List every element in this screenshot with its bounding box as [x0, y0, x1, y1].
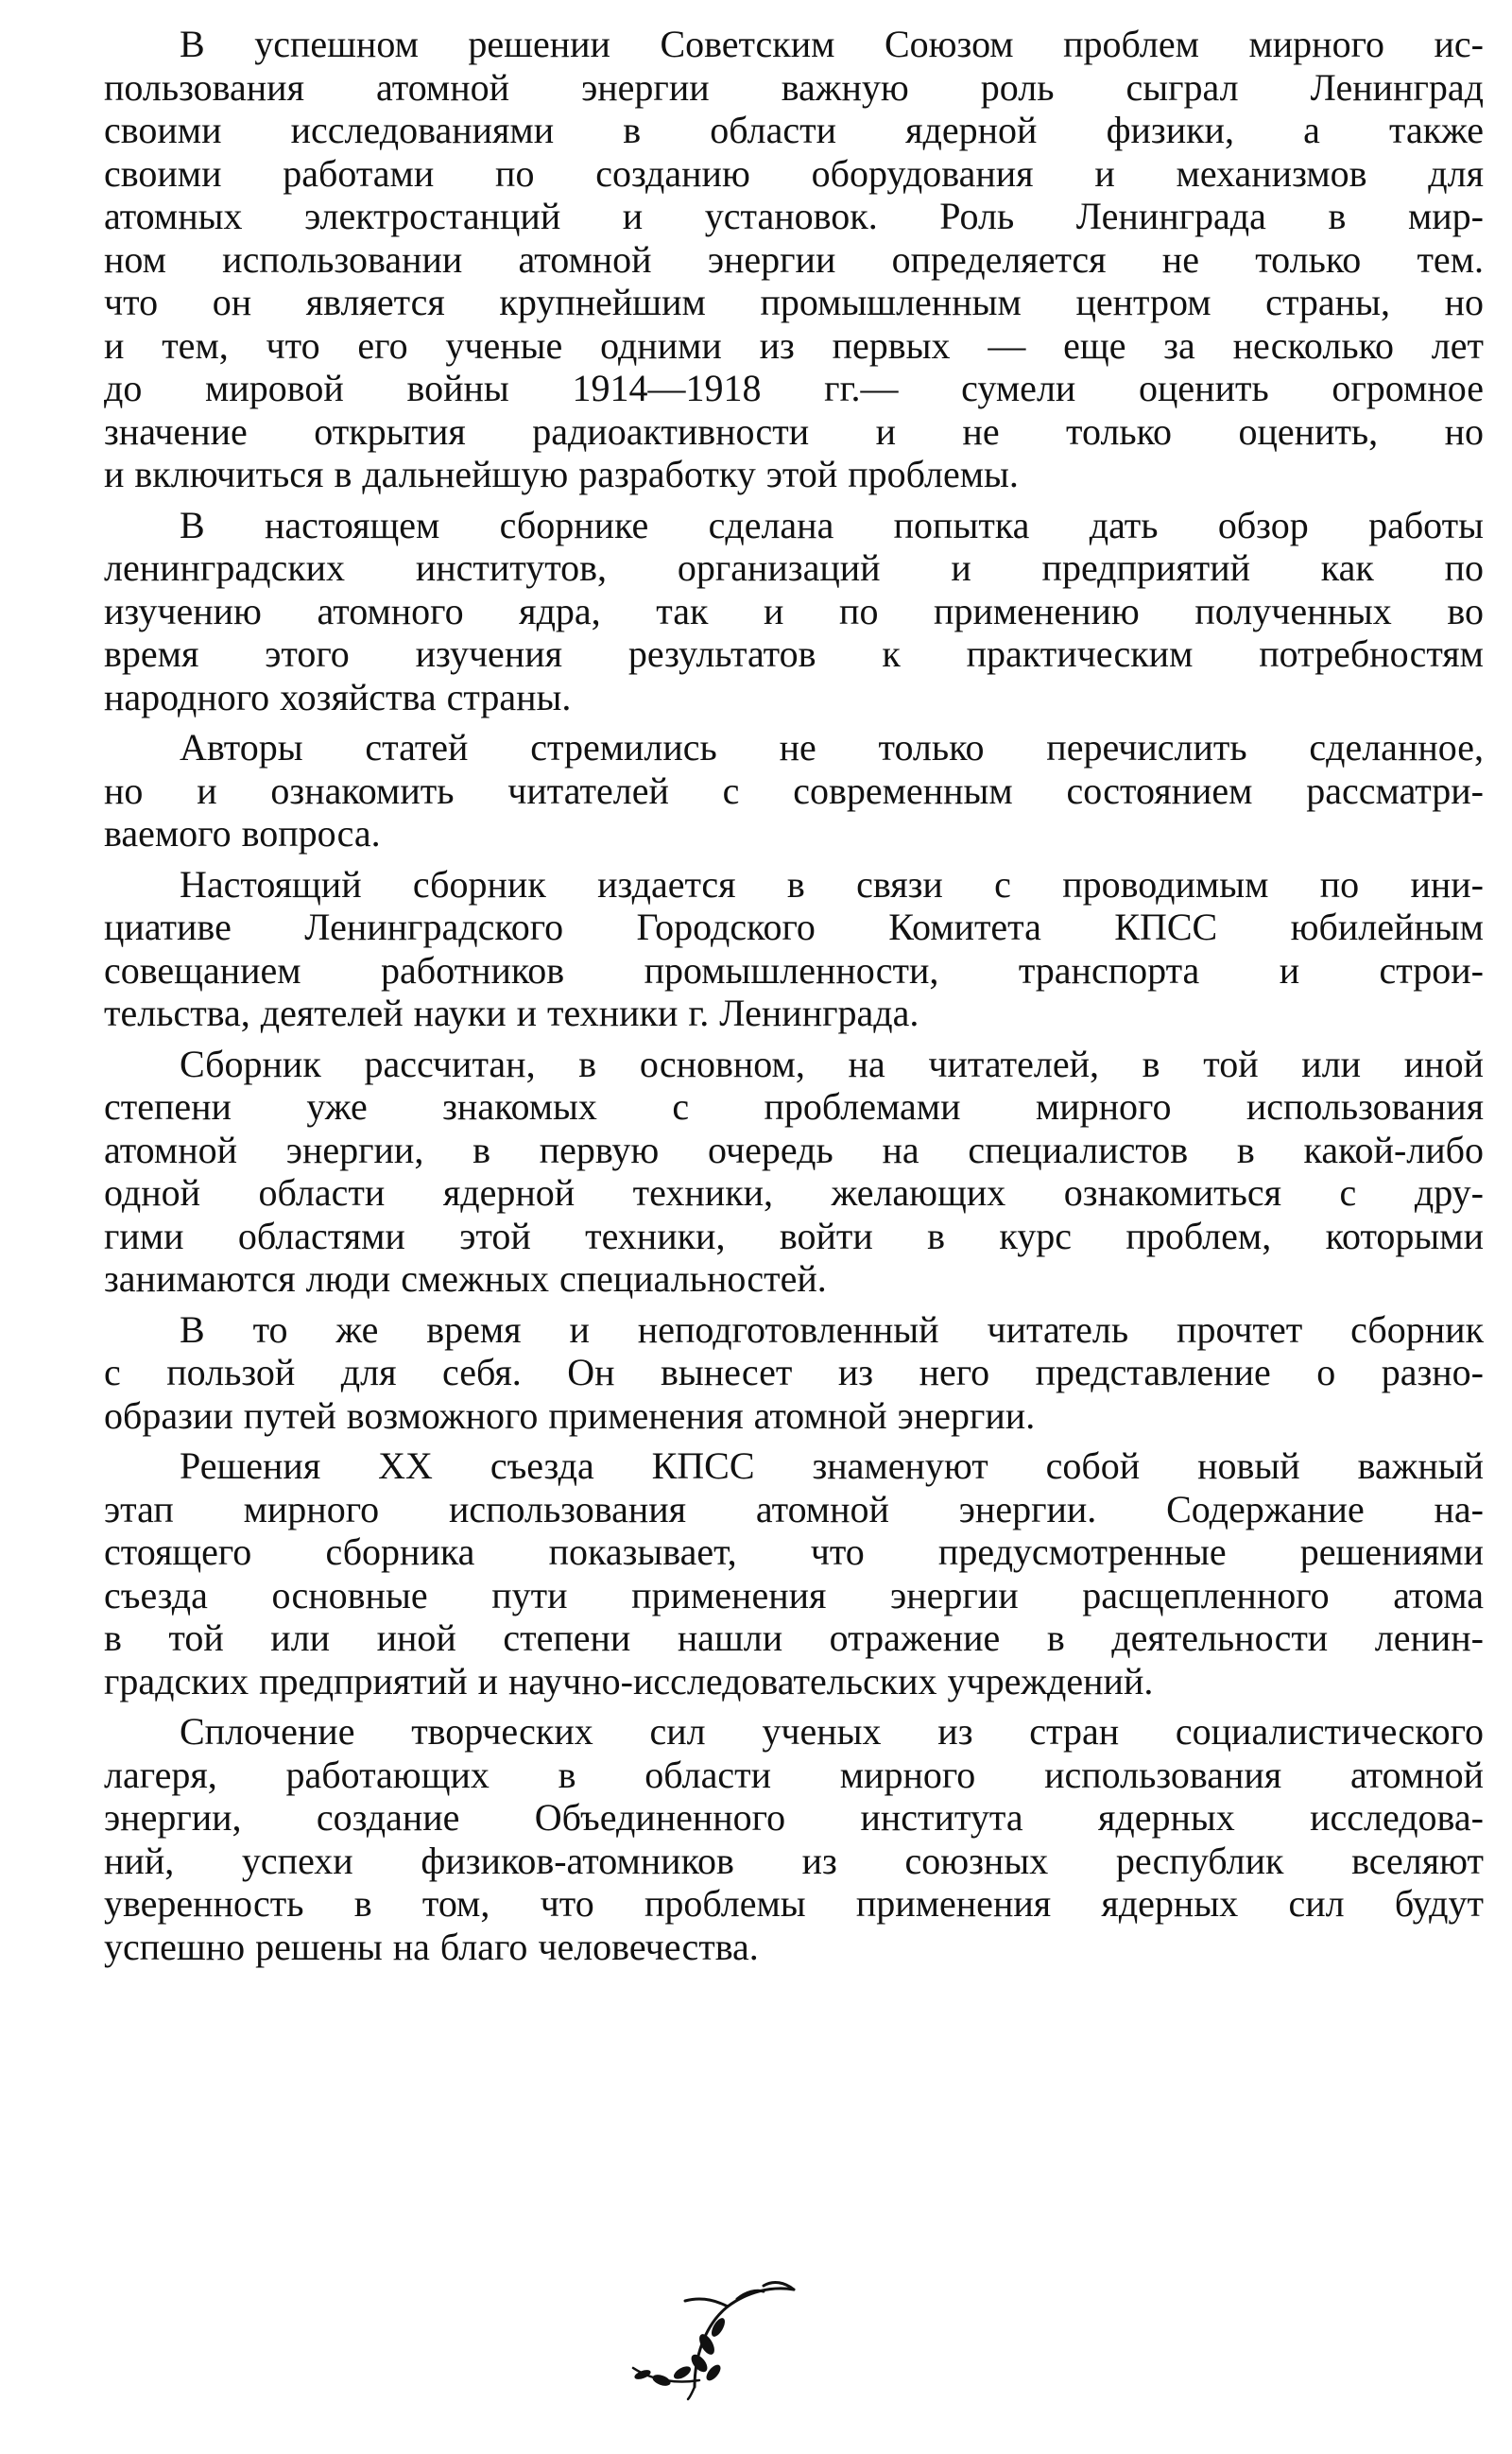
text-line: Авторы статей стремились не только перечислить сделанное,	[104, 726, 1484, 769]
text-line: но и ознакомить читателей с современным состоянием рассматри-	[104, 769, 1484, 812]
paragraph-gap	[104, 496, 1484, 504]
paragraph-gap	[104, 1035, 1484, 1043]
paragraph	[104, 863, 1484, 1035]
text-line: образии путей возможного применения атомной энергии.	[104, 1393, 1036, 1437]
text-line: занимаются люди смежных специальностей.	[104, 1257, 827, 1300]
paragraph-gap	[104, 1301, 1484, 1308]
text-line: народного хозяйства страны.	[104, 675, 572, 718]
paragraph	[104, 726, 1484, 855]
paragraph-gap	[104, 855, 1484, 863]
document-page	[104, 23, 1484, 1968]
text-line: В настоящем сборнике сделана попытка дать обзор работы	[104, 503, 1484, 546]
paragraph	[104, 1444, 1484, 1702]
text-line: что он является крупнейшим промышленным центром страны, но	[104, 281, 1484, 323]
text-line: градских предприятий и научно-исследовательских учреждений.	[104, 1659, 1154, 1702]
text-line: ваемого вопроса.	[104, 812, 381, 855]
text-line: и тем, что его ученые одними из первых — еще за несколько лет	[104, 323, 1484, 367]
text-line: энергии, создание Объединенного института ядерных исследова-	[104, 1796, 1484, 1839]
laurel-branch-icon	[605, 2269, 813, 2401]
text-line: уверенность в том, что проблемы применения ядерных сил будут	[104, 1882, 1484, 1925]
text-line: в той или иной степени нашли отражение в деятельности ленин-	[104, 1616, 1484, 1659]
text-line: съезда основные пути применения энергии расщепленного атома	[104, 1573, 1484, 1616]
text-line: ний, успехи физиков-атомников из союзных республик вселяют	[104, 1839, 1484, 1882]
text-line: совещанием работников промышленности, транспорта и строи-	[104, 948, 1484, 992]
text-line: своими исследованиями в области ядерной физики, а также	[104, 109, 1484, 151]
text-line: стоящего сборника показывает, что предусмотренные решениями	[104, 1530, 1484, 1573]
text-line: изучению атомного ядра, так и по применению полученных во	[104, 589, 1484, 632]
text-line: ном использовании атомной энергии определяется не только тем.	[104, 237, 1484, 281]
text-line: В успешном решении Советским Союзом проблем мирного ис-	[104, 23, 1484, 65]
text-line: своими работами по созданию оборудования и механизмов для	[104, 151, 1484, 195]
text-line: степени уже знакомых с проблемами мирного использования	[104, 1085, 1484, 1128]
paragraph	[104, 1308, 1484, 1438]
paragraph	[104, 1710, 1484, 1968]
text-body	[104, 23, 1484, 1968]
text-line: с пользой для себя. Он вынесет из него представление о разно-	[104, 1351, 1484, 1393]
paragraph-gap	[104, 1702, 1484, 1710]
text-line: атомных электростанций и установок. Роль Ленинграда в мир-	[104, 195, 1484, 237]
text-line: Решения XX съезда КПСС знаменуют собой новый важный	[104, 1444, 1484, 1487]
text-line: и включиться в дальнейшую разработку этой проблемы.	[104, 453, 1019, 495]
text-line: пользования атомной энергии важную роль сыграл Ленинград	[104, 65, 1484, 109]
paragraph	[104, 1043, 1484, 1301]
text-line: время этого изучения результатов к практическим потребностям	[104, 632, 1484, 675]
text-line: Настоящий сборник издается в связи с проводимым по ини-	[104, 862, 1484, 906]
paragraph-gap	[104, 1437, 1484, 1444]
text-line: лагеря, работающих в области мирного использования атомной	[104, 1753, 1484, 1796]
text-line: Сплочение творческих сил ученых из стран социалистического	[104, 1710, 1484, 1753]
text-line: до мировой войны 1914—1918 гг.— сумели оценить огромное	[104, 367, 1484, 409]
text-line: значение открытия радиоактивности и не только оценить, но	[104, 409, 1484, 453]
paragraph-gap	[104, 718, 1484, 726]
text-line: успешно решены на благо человечества.	[104, 1925, 759, 1968]
text-line: тельства, деятелей науки и техники г. Ленинграда.	[104, 992, 919, 1034]
text-line: атомной энергии, в первую очередь на специалистов в какой-либо	[104, 1128, 1484, 1171]
paragraph	[104, 504, 1484, 719]
text-line: циативе Ленинградского Городского Комитета КПСС юбилейным	[104, 906, 1484, 948]
text-line: ленинградских институтов, организаций и предприятий как по	[104, 546, 1484, 589]
text-line: этап мирного использования атомной энергии. Содержание на-	[104, 1487, 1484, 1530]
text-line: Сборник рассчитан, в основном, на читателей, в той или иной	[104, 1042, 1484, 1085]
text-line: одной области ядерной техники, желающих ознакомиться с дру-	[104, 1171, 1484, 1214]
text-line: В то же время и неподготовленный читатель прочтет сборник	[104, 1307, 1484, 1351]
paragraph	[104, 23, 1484, 496]
text-line: гими областями этой техники, войти в курс проблем, которыми	[104, 1214, 1484, 1257]
